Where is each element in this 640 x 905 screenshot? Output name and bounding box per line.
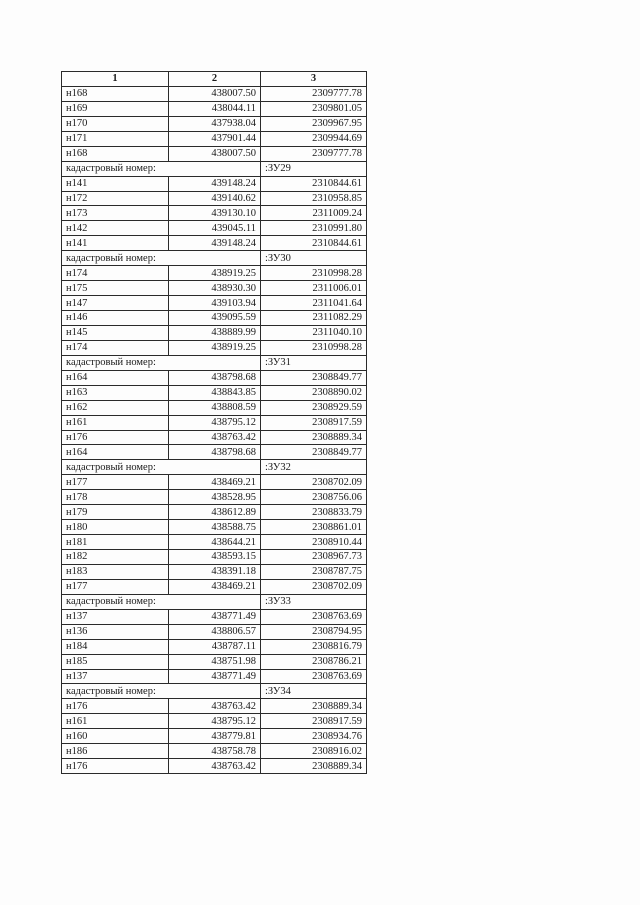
coordinate-x: 438919.25 (169, 266, 261, 281)
coordinate-y: 2310998.28 (261, 340, 367, 355)
table-row (62, 146, 367, 161)
coordinate-x: 438919.25 (169, 340, 261, 355)
table-row (62, 101, 367, 116)
column-header-2: 2 (169, 72, 261, 87)
coordinate-y: 2310998.28 (261, 266, 367, 281)
coordinate-y: 2308967.73 (261, 550, 367, 565)
table-row (62, 400, 367, 415)
cadastral-code: :ЗУ30 (261, 251, 367, 266)
coordinate-x: 438771.49 (169, 669, 261, 684)
coordinate-x: 438469.21 (169, 579, 261, 594)
coordinate-y: 2309801.05 (261, 101, 367, 116)
coordinate-x: 437901.44 (169, 131, 261, 146)
point-id: н146 (62, 311, 169, 326)
cadastral-label: кадастровый номер: (62, 684, 261, 699)
coordinate-x: 438644.21 (169, 535, 261, 550)
table-row (62, 236, 367, 251)
coordinate-y: 2308756.06 (261, 490, 367, 505)
table-row (62, 385, 367, 400)
section-row (62, 355, 367, 370)
point-id: н175 (62, 281, 169, 296)
cadastral-label: кадастровый номер: (62, 594, 261, 609)
table-row (62, 475, 367, 490)
point-id: н179 (62, 505, 169, 520)
coordinate-y: 2308763.69 (261, 669, 367, 684)
coordinate-x: 438593.15 (169, 550, 261, 565)
coordinate-x: 438787.11 (169, 639, 261, 654)
coordinate-x: 438771.49 (169, 609, 261, 624)
point-id: н147 (62, 296, 169, 311)
point-id: н185 (62, 654, 169, 669)
coordinate-y: 2308861.01 (261, 520, 367, 535)
point-id: н186 (62, 744, 169, 759)
coordinate-x: 438795.12 (169, 415, 261, 430)
coordinate-x: 438612.89 (169, 505, 261, 520)
point-id: н161 (62, 714, 169, 729)
cadastral-label: кадастровый номер: (62, 251, 261, 266)
table-row (62, 86, 367, 101)
coordinate-x: 438889.99 (169, 325, 261, 340)
coordinate-y: 2311082.29 (261, 311, 367, 326)
point-id: н136 (62, 624, 169, 639)
point-id: н160 (62, 729, 169, 744)
table-row (62, 370, 367, 385)
coordinate-x: 439095.59 (169, 311, 261, 326)
coordinate-y: 2308929.59 (261, 400, 367, 415)
coordinate-x: 438930.30 (169, 281, 261, 296)
point-id: н176 (62, 759, 169, 774)
table-row (62, 550, 367, 565)
section-row (62, 460, 367, 475)
cadastral-label: кадастровый номер: (62, 161, 261, 176)
table-row (62, 490, 367, 505)
point-id: н176 (62, 699, 169, 714)
table-row (62, 176, 367, 191)
coordinate-y: 2310991.80 (261, 221, 367, 236)
table-row (62, 759, 367, 774)
point-id: н137 (62, 609, 169, 624)
column-header-1: 1 (62, 72, 169, 87)
point-id: н176 (62, 430, 169, 445)
coordinate-x: 438763.42 (169, 430, 261, 445)
coordinate-y: 2309944.69 (261, 131, 367, 146)
point-id: н177 (62, 579, 169, 594)
coordinate-y: 2310958.85 (261, 191, 367, 206)
coordinate-x: 439148.24 (169, 176, 261, 191)
coordinate-y: 2308890.02 (261, 385, 367, 400)
section-row (62, 251, 367, 266)
point-id: н182 (62, 550, 169, 565)
point-id: н164 (62, 370, 169, 385)
table-row (62, 729, 367, 744)
point-id: н184 (62, 639, 169, 654)
table-row (62, 624, 367, 639)
point-id: н168 (62, 146, 169, 161)
coordinate-x: 438763.42 (169, 699, 261, 714)
point-id: н163 (62, 385, 169, 400)
table-row (62, 206, 367, 221)
point-id: н164 (62, 445, 169, 460)
coordinate-y: 2308934.76 (261, 729, 367, 744)
coordinate-y: 2308917.59 (261, 415, 367, 430)
coordinate-y: 2308849.77 (261, 370, 367, 385)
coordinate-x: 438391.18 (169, 564, 261, 579)
table-row (62, 654, 367, 669)
cadastral-label: кадастровый номер: (62, 355, 261, 370)
table-row (62, 325, 367, 340)
cadastral-code: :ЗУ31 (261, 355, 367, 370)
point-id: н183 (62, 564, 169, 579)
point-id: н142 (62, 221, 169, 236)
point-id: н181 (62, 535, 169, 550)
point-id: н174 (62, 340, 169, 355)
point-id: н161 (62, 415, 169, 430)
coordinate-y: 2308889.34 (261, 699, 367, 714)
point-id: н171 (62, 131, 169, 146)
coordinate-y: 2308916.02 (261, 744, 367, 759)
coordinate-x: 439103.94 (169, 296, 261, 311)
point-id: н180 (62, 520, 169, 535)
point-id: н170 (62, 116, 169, 131)
point-id: н172 (62, 191, 169, 206)
column-header-3: 3 (261, 72, 367, 87)
cadastral-code: :ЗУ29 (261, 161, 367, 176)
coordinate-x: 439045.11 (169, 221, 261, 236)
coordinate-y: 2311009.24 (261, 206, 367, 221)
coordinate-y: 2308786.21 (261, 654, 367, 669)
table-row (62, 191, 367, 206)
point-id: н141 (62, 176, 169, 191)
coordinate-x: 438779.81 (169, 729, 261, 744)
table-row (62, 296, 367, 311)
table-row (62, 266, 367, 281)
coordinate-y: 2308794.95 (261, 624, 367, 639)
table-row (62, 221, 367, 236)
point-id: н137 (62, 669, 169, 684)
coordinate-x: 438806.57 (169, 624, 261, 639)
coordinate-y: 2309777.78 (261, 86, 367, 101)
coordinate-x: 438808.59 (169, 400, 261, 415)
cadastral-label: кадастровый номер: (62, 460, 261, 475)
section-row (62, 684, 367, 699)
coordinate-y: 2309967.95 (261, 116, 367, 131)
point-id: н178 (62, 490, 169, 505)
point-id: н169 (62, 101, 169, 116)
table-row (62, 116, 367, 131)
coordinate-x: 438798.68 (169, 445, 261, 460)
coordinate-x: 439130.10 (169, 206, 261, 221)
table-row (62, 430, 367, 445)
coordinate-x: 438044.11 (169, 101, 261, 116)
coordinate-x: 438588.75 (169, 520, 261, 535)
coordinate-x: 438007.50 (169, 86, 261, 101)
table-body (62, 86, 367, 773)
coordinate-y: 2308763.69 (261, 609, 367, 624)
coordinates-table (61, 71, 367, 774)
coordinate-x: 438007.50 (169, 146, 261, 161)
coordinate-x: 438528.95 (169, 490, 261, 505)
table-row (62, 564, 367, 579)
coordinate-y: 2311041.64 (261, 296, 367, 311)
table-row (62, 699, 367, 714)
section-row (62, 594, 367, 609)
table-row (62, 415, 367, 430)
table-row (62, 311, 367, 326)
table-row (62, 445, 367, 460)
point-id: н177 (62, 475, 169, 490)
table-row (62, 639, 367, 654)
coordinate-x: 438798.68 (169, 370, 261, 385)
coordinate-x: 438843.85 (169, 385, 261, 400)
table-row (62, 505, 367, 520)
table-row (62, 340, 367, 355)
coordinate-x: 438751.98 (169, 654, 261, 669)
coordinate-x: 438758.78 (169, 744, 261, 759)
coordinate-y: 2308816.79 (261, 639, 367, 654)
cadastral-code: :ЗУ32 (261, 460, 367, 475)
point-id: н174 (62, 266, 169, 281)
table-row (62, 131, 367, 146)
coordinate-y: 2310844.61 (261, 176, 367, 191)
coordinate-y: 2308702.09 (261, 579, 367, 594)
table-row (62, 744, 367, 759)
table-row (62, 714, 367, 729)
section-row (62, 161, 367, 176)
coordinate-y: 2308910.44 (261, 535, 367, 550)
coordinate-y: 2308889.34 (261, 759, 367, 774)
coordinate-y: 2308787.75 (261, 564, 367, 579)
table-row (62, 579, 367, 594)
coordinate-y: 2308849.77 (261, 445, 367, 460)
coordinate-y: 2311040.10 (261, 325, 367, 340)
coordinate-x: 437938.04 (169, 116, 261, 131)
coordinate-y: 2310844.61 (261, 236, 367, 251)
point-id: н168 (62, 86, 169, 101)
coordinate-x: 438795.12 (169, 714, 261, 729)
table-row (62, 281, 367, 296)
point-id: н173 (62, 206, 169, 221)
coordinate-y: 2308833.79 (261, 505, 367, 520)
coordinate-x: 439140.62 (169, 191, 261, 206)
table-row (62, 669, 367, 684)
cadastral-code: :ЗУ34 (261, 684, 367, 699)
point-id: н162 (62, 400, 169, 415)
point-id: н141 (62, 236, 169, 251)
table-header-row (62, 72, 367, 87)
table-row (62, 609, 367, 624)
coordinate-y: 2308702.09 (261, 475, 367, 490)
coordinate-y: 2311006.01 (261, 281, 367, 296)
point-id: н145 (62, 325, 169, 340)
coordinate-x: 438469.21 (169, 475, 261, 490)
table-row (62, 535, 367, 550)
coordinate-y: 2308917.59 (261, 714, 367, 729)
coordinate-x: 439148.24 (169, 236, 261, 251)
table-row (62, 520, 367, 535)
coordinate-y: 2308889.34 (261, 430, 367, 445)
coordinate-y: 2309777.78 (261, 146, 367, 161)
coordinate-x: 438763.42 (169, 759, 261, 774)
cadastral-code: :ЗУ33 (261, 594, 367, 609)
